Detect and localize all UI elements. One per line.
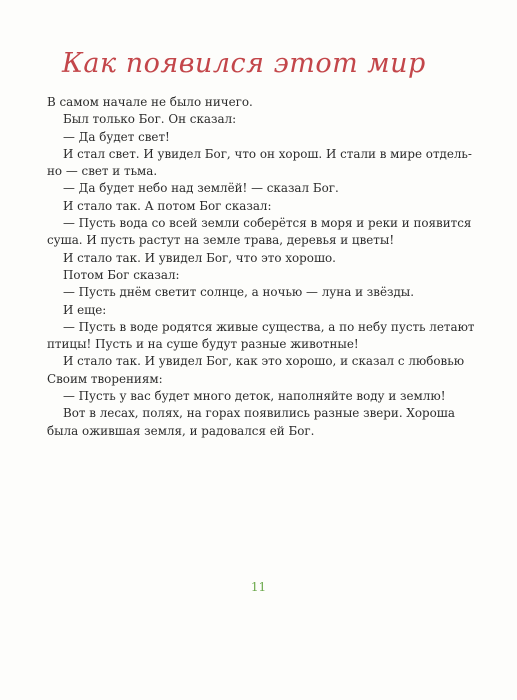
text-line: Был только Бог. Он сказал: xyxy=(63,112,237,127)
page-title: Как появился этот мир xyxy=(62,48,426,79)
text-line: — Пусть днём светит солнце, а ночью — луна и звёзды. xyxy=(63,285,415,300)
text-line: И стало так. И увидел Бог, как это хорошо, и сказал с любовью xyxy=(63,354,465,369)
text-line: — Да будет свет! xyxy=(63,129,170,144)
text-line: И стал свет. И увидел Бог, что он хорош. И стали в мире отдель- xyxy=(63,146,472,161)
text-line: птицы! Пусть и на суше будут разные животные! xyxy=(47,337,359,352)
text-line: — Пусть в воде родятся живые существа, а по небу пусть летают xyxy=(63,319,475,334)
text-line: была ожившая земля, и радовался ей Бог. xyxy=(47,423,315,438)
text-line: но — свет и тьма. xyxy=(47,164,158,179)
text-line: — Пусть у вас будет много деток, наполняйте воду и землю! xyxy=(63,389,446,404)
text-line: — Да будет небо над землёй! — сказал Бог. xyxy=(63,181,339,196)
text-line: И еще: xyxy=(63,302,107,317)
text-line: суша. И пусть растут на земле трава, деревья и цветы! xyxy=(47,233,395,248)
text-line: — Пусть вода со всей земли соберётся в моря и реки и появится xyxy=(63,216,472,231)
text-line: В самом начале не было ничего. xyxy=(47,95,253,109)
page-number: 11 xyxy=(250,580,267,594)
text-line: Вот в лесах, полях, на горах появились разные звери. Хороша xyxy=(63,406,455,421)
text-line: И стало так. А потом Бог сказал: xyxy=(63,198,272,213)
text-line: И стало так. И увидел Бог, что это хорошо. xyxy=(63,250,336,265)
text-line: Своим творениям: xyxy=(47,371,163,386)
story-text xyxy=(47,94,475,440)
text-line: Потом Бог сказал: xyxy=(63,267,180,282)
